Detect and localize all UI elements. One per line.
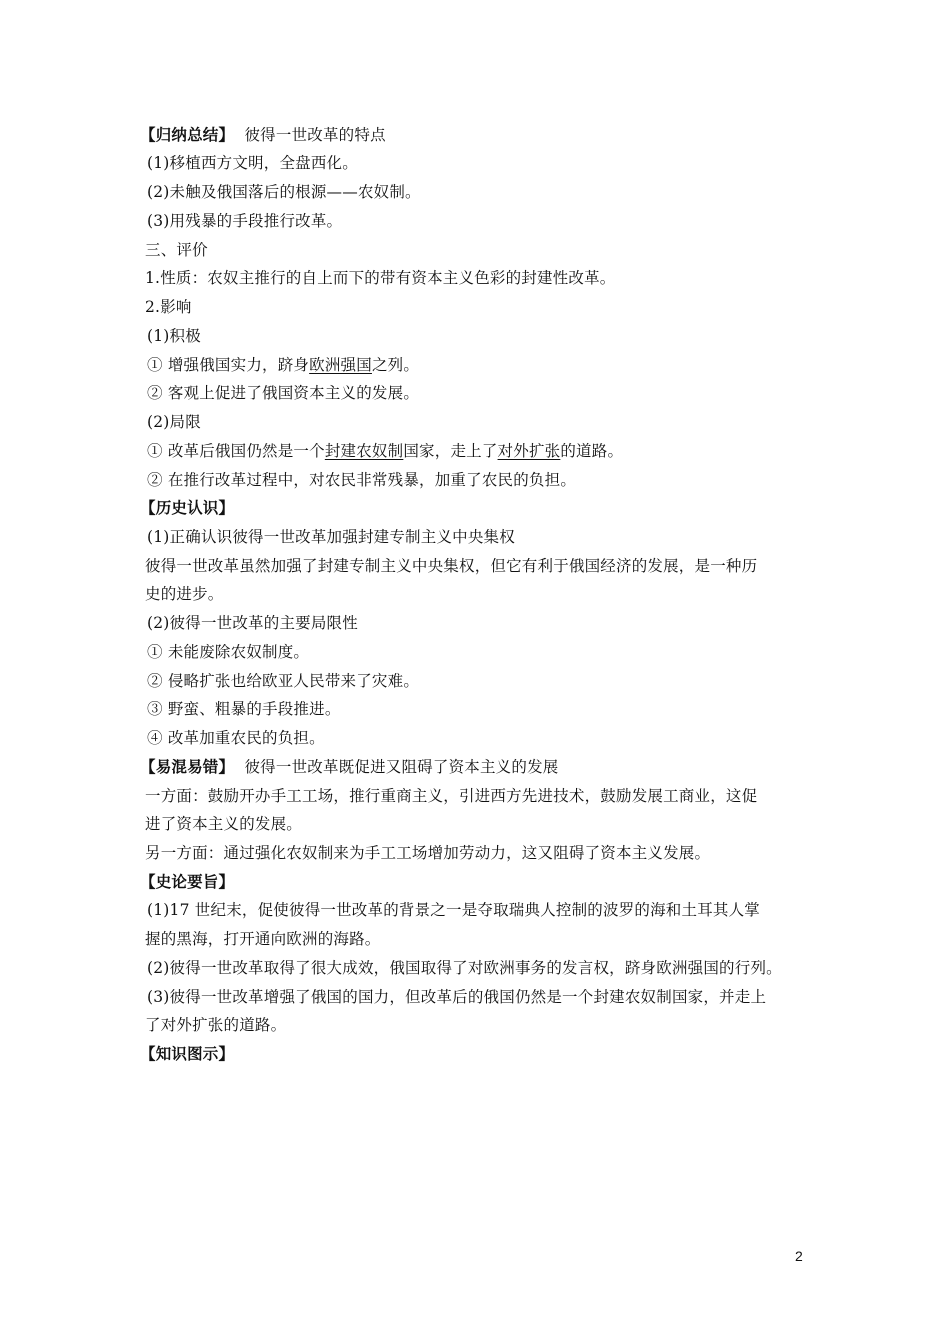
summary-tag: 【归纳总结】 bbox=[140, 125, 235, 144]
summary-item-1: (1)移植西方文明，全盘西化。 bbox=[147, 154, 358, 172]
key-points-1-line-2: 握的黑海，打开通向欧洲的海路。 bbox=[145, 930, 381, 948]
evaluation-limit-1 bbox=[147, 441, 623, 461]
positive-1-underlined: 欧洲强国 bbox=[309, 356, 372, 374]
limit-1-underlined-2: 对外扩张 bbox=[497, 442, 561, 460]
confusion-tag: 【易混易错】 bbox=[140, 757, 235, 776]
evaluation-positive-heading: (1)积极 bbox=[147, 327, 201, 345]
limit-1-pre: ① 改革后俄国仍然是一个 bbox=[147, 442, 325, 460]
confusion-line-3: 另一方面：通过强化农奴制来为手工工场增加劳动力，这又阻碍了资本主义发展。 bbox=[145, 844, 711, 862]
key-points-tag: 【史论要旨】 bbox=[140, 872, 235, 891]
history-view-point-4: ④ 改革加重农民的负担。 bbox=[147, 729, 325, 747]
history-view-item2-title: (2)彼得一世改革的主要局限性 bbox=[147, 614, 358, 632]
history-view-item1-text-2: 史的进步。 bbox=[145, 585, 224, 603]
evaluation-positive-2: ② 客观上促进了俄国资本主义的发展。 bbox=[147, 384, 420, 402]
summary-title: 彼得一世改革的特点 bbox=[244, 126, 386, 144]
summary-item-2: (2)未触及俄国落后的根源——农奴制。 bbox=[147, 183, 421, 201]
knowledge-map-tag: 【知识图示】 bbox=[140, 1044, 235, 1063]
limit-1-underlined-1: 封建农奴制 bbox=[324, 442, 404, 460]
confusion-line-2: 进了资本主义的发展。 bbox=[145, 815, 303, 833]
history-view-point-1: ① 未能废除农奴制度。 bbox=[147, 643, 310, 661]
history-view-point-3: ③ 野蛮、粗暴的手段推进。 bbox=[147, 700, 341, 718]
summary-heading bbox=[140, 125, 386, 145]
limit-1-post: 的道路。 bbox=[560, 442, 624, 460]
history-view-point-2: ② 侵略扩张也给欧亚人民带来了灾难。 bbox=[147, 672, 420, 690]
confusion-line-1: 一方面：鼓励开办手工工场，推行重商主义，引进西方先进技术，鼓励发展工商业，这促 bbox=[145, 787, 758, 805]
evaluation-impact-heading: 2.影响 bbox=[145, 298, 192, 316]
evaluation-limit-heading: (2)局限 bbox=[147, 413, 201, 431]
evaluation-positive-1 bbox=[147, 355, 419, 375]
history-view-tag: 【历史认识】 bbox=[140, 498, 235, 517]
key-points-2: (2)彼得一世改革取得了很大成效，俄国取得了对欧洲事务的发言权，跻身欧洲强国的行列。 bbox=[147, 959, 782, 977]
evaluation-nature: 1.性质：农奴主推行的自上而下的带有资本主义色彩的封建性改革。 bbox=[145, 269, 616, 287]
history-view-item1-text-1: 彼得一世改革虽然加强了封建专制主义中央集权，但它有利于俄国经济的发展，是一种历 bbox=[145, 557, 758, 575]
key-points-3-line-1: (3)彼得一世改革增强了俄国的国力，但改革后的俄国仍然是一个封建农奴制国家，并走上 bbox=[147, 988, 767, 1006]
positive-1-pre: ① 增强俄国实力，跻身 bbox=[147, 356, 310, 374]
history-view-item1-title: (1)正确认识彼得一世改革加强封建专制主义中央集权 bbox=[147, 528, 515, 546]
key-points-3-line-2: 了对外扩张的道路。 bbox=[145, 1016, 287, 1034]
key-points-1-line-1: (1)17 世纪末，促使彼得一世改革的背景之一是夺取瑞典人控制的波罗的海和土耳其人掌 bbox=[147, 901, 761, 919]
confusion-heading bbox=[140, 757, 558, 777]
evaluation-heading: 三、评价 bbox=[145, 241, 208, 259]
confusion-title: 彼得一世改革既促进又阻碍了资本主义的发展 bbox=[244, 758, 559, 776]
positive-1-post: 之列。 bbox=[371, 356, 420, 374]
summary-item-3: (3)用残暴的手段推行改革。 bbox=[147, 212, 343, 230]
page-number: 2 bbox=[795, 1248, 803, 1264]
limit-1-mid: 国家，走上了 bbox=[403, 442, 498, 460]
evaluation-limit-2: ② 在推行改革过程中，对农民非常残暴，加重了农民的负担。 bbox=[147, 471, 577, 489]
